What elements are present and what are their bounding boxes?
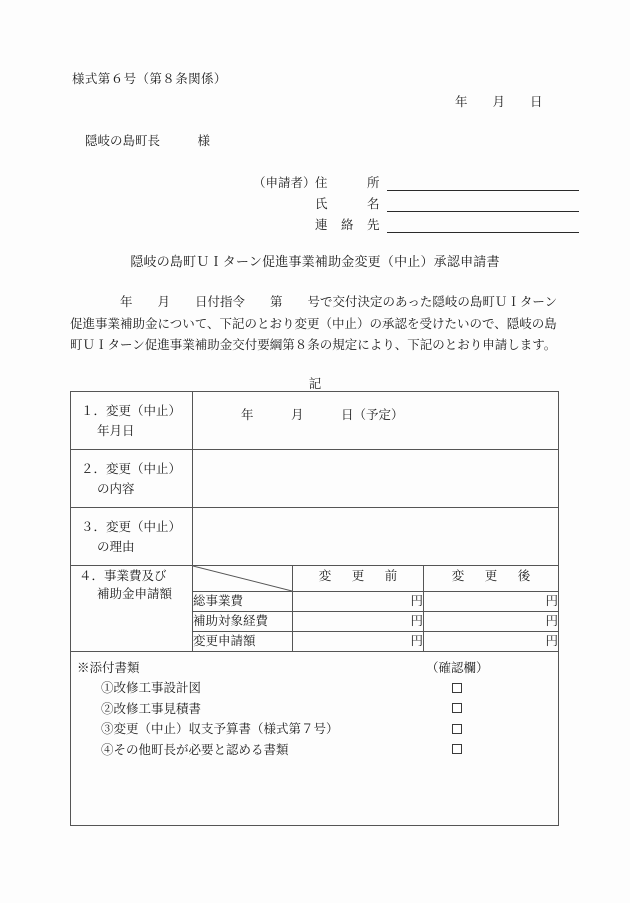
diagonal-line-icon	[193, 566, 292, 591]
column-header-after: 変 更 後	[424, 566, 559, 592]
row1-value: 年 月 日（予定）	[241, 408, 404, 422]
attachment-item-1-label: ①改修工事設計図	[101, 681, 202, 695]
row2-value	[193, 450, 558, 467]
table-row-attachments	[71, 652, 559, 826]
subrow-label-subsidy-target: 補助対象経費	[193, 612, 293, 632]
diagonal-header-cell	[193, 566, 293, 592]
row3-label-line1: ３．変更（中止）	[81, 520, 182, 534]
row1-value-cell[interactable]	[193, 392, 559, 450]
ki-marker: 記	[308, 377, 322, 391]
addressee-line: 隠岐の島町長 様	[85, 134, 211, 148]
row1-label-cell	[71, 392, 193, 450]
total-cost-after[interactable]: 円	[424, 592, 559, 612]
attachment-item-4	[77, 740, 558, 761]
document-title: 隠岐の島町ＵＩターン促進事業補助金変更（中止）承認申請書	[130, 254, 500, 269]
application-detail-table	[70, 391, 559, 826]
attachments-cell	[71, 652, 559, 826]
attachments-block	[71, 652, 558, 760]
attachment-item-3	[77, 719, 558, 740]
table-row-change-content	[71, 450, 559, 508]
body-line-1: 年 月 日付指令 第 号で交付決定のあった隠岐の島町ＵＩターン	[70, 295, 558, 309]
applicant-row-address	[253, 170, 579, 191]
row3-value	[193, 508, 558, 525]
attachment-item-2-label: ②改修工事見積書	[101, 701, 202, 716]
attachment-checkbox-3[interactable]	[452, 724, 462, 734]
row2-value-cell[interactable]	[193, 450, 559, 508]
applicant-prefix-label: （申請者）	[253, 176, 316, 190]
row1-label-line1: １．変更（中止）	[81, 404, 182, 418]
row3-label-cell	[71, 508, 193, 566]
attachment-checkbox-4[interactable]	[452, 744, 462, 754]
attachment-item-3-label: ③変更（中止）収支予算書（様式第７号）	[101, 722, 339, 736]
subsidy-target-before[interactable]: 円	[293, 612, 424, 632]
body-line-2: 促進事業補助金について、下記のとおり変更（中止）の承認を受けたいので、隠岐の島	[70, 316, 557, 331]
change-amount-before[interactable]: 円	[293, 632, 424, 652]
column-header-before: 変 更 前	[293, 566, 424, 592]
row4-label-line1: ４．事業費及び	[79, 569, 167, 583]
subsidy-target-after[interactable]: 円	[424, 612, 559, 632]
total-cost-before[interactable]: 円	[293, 592, 424, 612]
applicant-block	[253, 170, 579, 233]
change-amount-after[interactable]: 円	[424, 632, 559, 652]
applicant-row-name	[253, 191, 579, 212]
attachment-checkbox-1[interactable]	[452, 683, 462, 693]
attachments-heading: ※添付書類	[77, 661, 140, 675]
row3-label-line2: の理由	[97, 540, 135, 554]
row3-value-cell[interactable]	[193, 508, 559, 566]
attachment-item-1	[77, 678, 558, 699]
table-row-change-date	[71, 392, 559, 450]
attachment-item-2	[77, 699, 558, 720]
row1-label-line2: 年月日	[97, 424, 135, 438]
applicant-row-contact	[253, 212, 579, 233]
table-row-cost-header	[71, 566, 559, 592]
attachments-heading-row	[77, 658, 558, 678]
date-line: 年 月 日	[455, 95, 543, 109]
row2-label-line2: の内容	[97, 482, 135, 496]
attachment-checkbox-2[interactable]	[452, 703, 462, 713]
name-label: 氏 名	[315, 197, 381, 211]
row4-label-cell	[71, 566, 193, 652]
row2-label-line1: ２．変更（中止）	[81, 462, 182, 476]
subrow-label-total-cost: 総事業費	[193, 592, 293, 612]
body-paragraph	[70, 292, 562, 357]
address-label: 住 所	[315, 176, 381, 190]
contact-input-rule[interactable]	[387, 217, 579, 233]
body-line-3: 町ＵＩターン促進事業補助金交付要綱第８条の規定により、下記のとおり申請します。	[70, 338, 557, 352]
table-row-change-reason	[71, 508, 559, 566]
address-input-rule[interactable]	[387, 175, 579, 191]
confirm-column-label: （確認欄）	[426, 661, 489, 675]
attachment-item-4-label: ④その他町長が必要と認める書類	[101, 742, 289, 757]
subrow-label-change-amount: 変更申請額	[193, 632, 293, 652]
name-input-rule[interactable]	[387, 196, 579, 212]
row4-label-line2: 補助金申請額	[97, 587, 173, 601]
form-code-label: 様式第６号（第８条関係）	[72, 72, 227, 86]
row2-label-cell	[71, 450, 193, 508]
contact-label: 連 絡 先	[315, 218, 381, 232]
